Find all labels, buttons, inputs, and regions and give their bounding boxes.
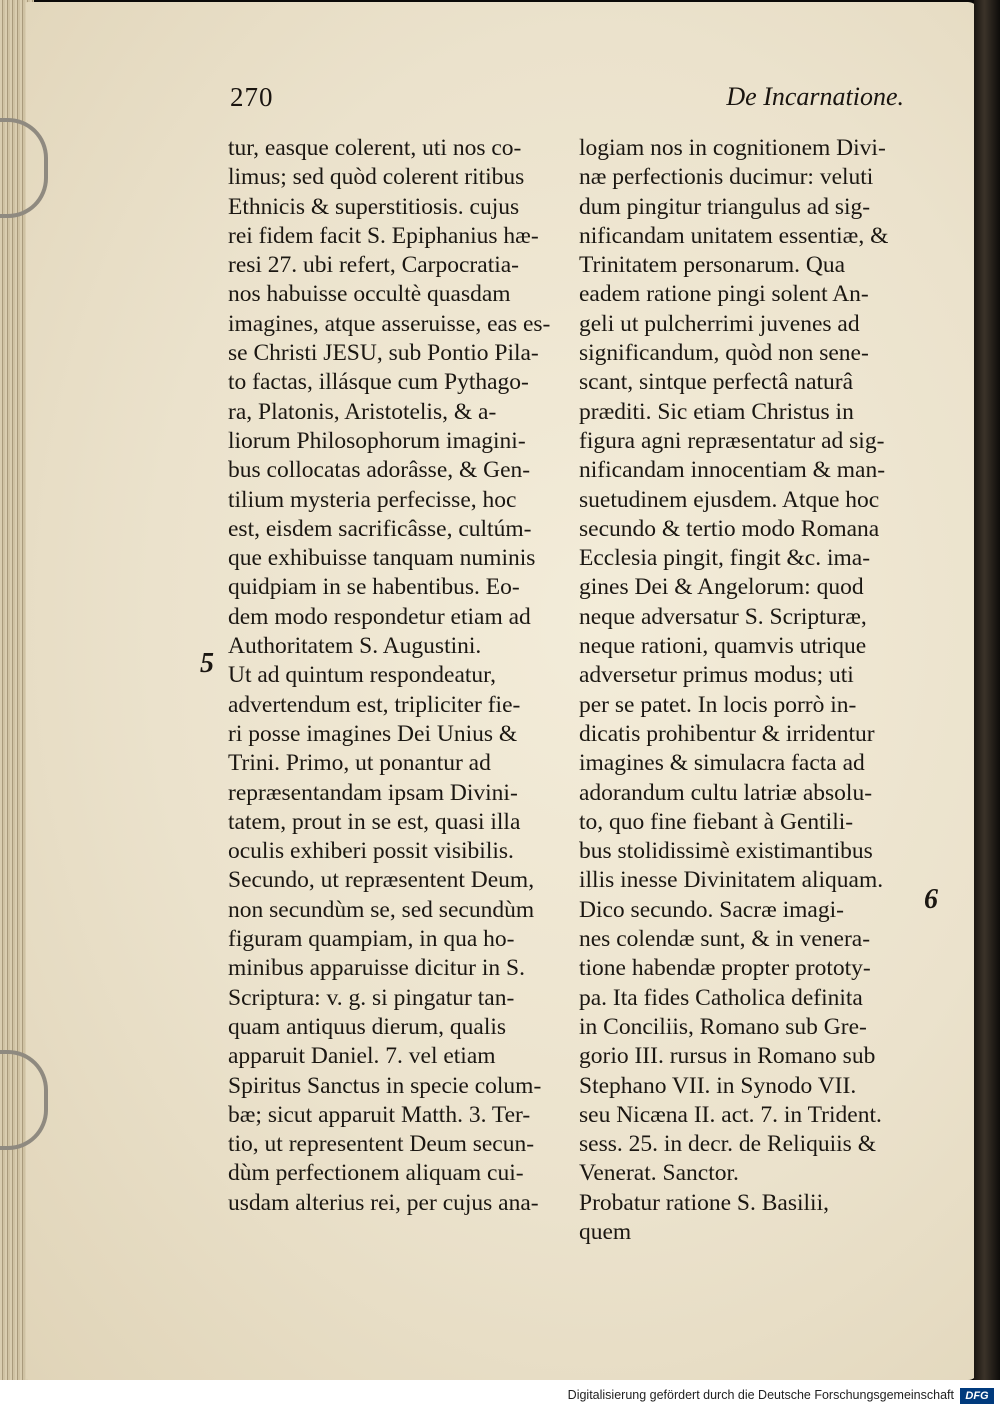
text-line: Dico secundo. Sacræ imagi- [579,896,844,923]
text-line: dicatis prohibentur & irridentur [579,720,875,747]
text-line: figuram quampiam, in qua ho- [228,926,515,953]
text-line: geli ut pulcherrimi juvenes ad [579,310,860,337]
text-line: imagines, atque asseruisse, eas es- [228,310,551,337]
text-line: eadem ratione pingi solent An- [579,281,869,308]
text-line: oculis exhiberi possit visibilis. [228,838,514,865]
text-line: sess. 25. in decr. de Reliquiis & [579,1131,876,1158]
page-header [230,82,910,122]
text-line: Stephano VII. in Synodo VII. [579,1072,857,1099]
text-line: logiam nos in cognitionem Divi- [579,135,886,161]
text-line: nificandam innocentiam & man- [579,457,886,484]
text-line: Ecclesia pingit, fingit &c. ima- [579,545,871,572]
text-line: seu Nicæna II. act. 7. in Trident. [579,1101,882,1128]
book-edge-right [974,0,1000,1390]
text-line: suetudinem ejusdem. Atque hoc [579,486,880,513]
running-head: De Incarnatione. [726,82,904,111]
text-line: Venerat. Sanctor. [579,1160,739,1187]
text-line: que exhibuisse tanquam numinis [228,545,536,572]
text-line: rei fidem facit S. Epiphanius hæ- [228,222,539,249]
text-line: adversetur primus modus; uti [579,662,854,689]
text-line: bæ; sicut apparuit Matth. 3. Ter- [228,1101,531,1128]
text-line: nificandam unitatem essentiæ, & [579,222,889,249]
text-line: apparuit Daniel. 7. vel etiam [228,1043,496,1070]
text-line: tio, ut representent Deum secun- [228,1131,535,1158]
right-text-column [579,134,924,1247]
left-text-column [228,134,570,1218]
text-line: Ethnicis & superstitiosis. cujus [228,193,520,220]
text-line: per se patet. In locis porrò in- [579,691,857,718]
text-line: gines Dei & Angelorum: quod [579,574,864,601]
text-line: præditi. Sic etiam Christus in [579,398,854,425]
text-line: imagines & simulacra facta ad [579,750,865,777]
text-line: dùm perfectionem aliquam cui- [228,1160,524,1187]
text-line: bus collocatas adorâsse, & Gen- [228,457,531,484]
text-line: Trini. Primo, ut ponantur ad [228,750,491,777]
text-line: usdam alterius rei, per cujus ana- [228,1189,539,1216]
text-line: neque rationi, quamvis utrique [579,633,867,660]
text-line: Probatur ratione S. Basilii, [579,1189,829,1216]
text-line: nes colendæ sunt, & in venera- [579,926,871,953]
text-line: dem modo respondetur etiam ad [228,603,531,630]
text-line: resi 27. ubi refert, Carpocratia- [228,252,520,279]
text-line: minibus apparuisse dicitur in S. [228,955,525,982]
text-line: Authoritatem S. Augustini. [228,633,482,660]
text-line: tione habendæ propter prototy- [579,955,871,982]
text-line: Secundo, ut repræsentent Deum, [228,867,535,894]
text-line: liorum Philosophorum imagini- [228,427,526,454]
text-line: Ut ad quintum respondeatur, [228,662,496,689]
text-line: repræsentandam ipsam Divini- [228,779,518,806]
text-line: næ perfectionis ducimur: veluti [579,164,874,191]
text-line: Scriptura: v. g. si pingatur tan- [228,984,515,1011]
text-line: non secundùm se, sed secundùm [228,896,535,923]
text-line: to, quo fine fiebant à Gentili- [579,808,854,835]
footer-credit: Digitalisierung gefördert durch die Deutsche Forschungsgemeinschaft [567,1388,954,1402]
page-number: 270 [230,82,274,112]
text-line: Trinitatem personarum. Qua [579,252,846,279]
margin-number-left: 5 [200,648,214,679]
text-line: quem [579,1218,632,1245]
text-line: neque adversatur S. Scripturæ, [579,603,867,630]
dfg-logo: DFG [960,1388,994,1404]
margin-number-right: 6 [924,884,938,915]
text-line: nos habuisse occultè quasdam [228,281,511,308]
text-line: pa. Ita fides Catholica definita [579,984,863,1011]
footer-bar [0,1380,1000,1414]
text-line: in Conciliis, Romano sub Gre- [579,1013,867,1040]
text-line: limus; sed quòd colerent ritibus [228,164,525,191]
text-line: adorandum cultu latriæ absolu- [579,779,873,806]
text-line: illis inesse Divinitatem aliquam. [579,867,884,894]
text-line: significandum, quòd non sene- [579,340,869,367]
text-line: tur, easque colerent, uti nos co- [228,135,522,161]
text-line: advertendum est, tripliciter fie- [228,691,521,718]
text-line: quidpiam in se habentibus. Eo- [228,574,520,601]
text-line: to factas, illásque cum Pythago- [228,369,529,396]
text-line: scant, sintque perfectâ naturâ [579,369,854,396]
text-line: ra, Platonis, Aristotelis, & a- [228,398,497,425]
text-line: Spiritus Sanctus in specie colum- [228,1072,542,1099]
text-line: secundo & tertio modo Romana [579,515,880,542]
text-line: se Christi JESU, sub Pontio Pila- [228,340,539,367]
text-line: dum pingitur triangulus ad sig- [579,193,871,220]
text-line: tilium mysteria perfecisse, hoc [228,486,517,513]
text-line: quam antiquus dierum, qualis [228,1013,507,1040]
text-line: gorio III. rursus in Romano sub [579,1043,876,1070]
text-line: est, eisdem sacrificâsse, cultúm- [228,515,532,542]
text-line: figura agni repræsentatur ad sig- [579,427,885,454]
text-line: tatem, prout in se est, quasi illa [228,808,521,835]
text-line: ri posse imagines Dei Unius & [228,720,518,747]
text-line: bus stolidissimè existimantibus [579,838,873,865]
